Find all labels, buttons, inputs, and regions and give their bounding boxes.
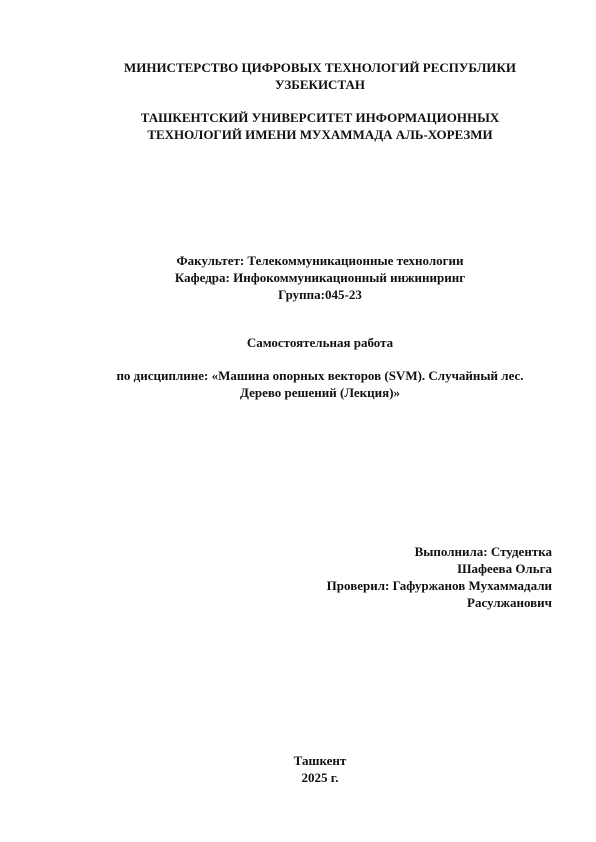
faculty-label: Факультет: Телекоммуникационные технологии (176, 253, 464, 268)
ministry-heading (95, 59, 545, 93)
signature-block (232, 543, 552, 611)
department-label: Кафедра: Инфокоммуникационный инжиниринг (174, 270, 466, 285)
university-heading (95, 109, 545, 143)
work-type (95, 334, 545, 351)
university-line-2: ТЕХНОЛОГИЙ ИМЕНИ МУХАММАДА АЛЬ-ХОРЕЗМИ (147, 127, 493, 142)
academic-details (95, 252, 545, 303)
ministry-line-2: УЗБЕКИСТАН (275, 77, 365, 92)
footer-city-year (95, 752, 545, 786)
checked-by-label: Проверил: Гафуржанов Мухаммадали (326, 578, 552, 593)
student-name: Шафеева Ольга (457, 561, 552, 576)
ministry-line-1: МИНИСТЕРСТВО ЦИФРОВЫХ ТЕХНОЛОГИЙ РЕСПУБЛИКИ (123, 60, 517, 75)
group-label: Группа:045-23 (278, 287, 362, 302)
year-label: 2025 г. (301, 770, 339, 785)
discipline-line-2: Дерево решений (Лекция)» (239, 385, 401, 400)
work-type-label: Самостоятельная работа (246, 335, 394, 350)
checker-patronymic: Расулжанович (467, 595, 552, 610)
performed-by-label: Выполнила: Студентка (414, 544, 552, 559)
city-label: Ташкент (293, 753, 347, 768)
discipline-line-1: по дисциплине: «Машина опорных векторов (SVM). Случайный лес. (116, 368, 524, 383)
discipline-title (80, 367, 560, 401)
university-line-1: ТАШКЕНТСКИЙ УНИВЕРСИТЕТ ИНФОРМАЦИОННЫХ (140, 110, 500, 125)
